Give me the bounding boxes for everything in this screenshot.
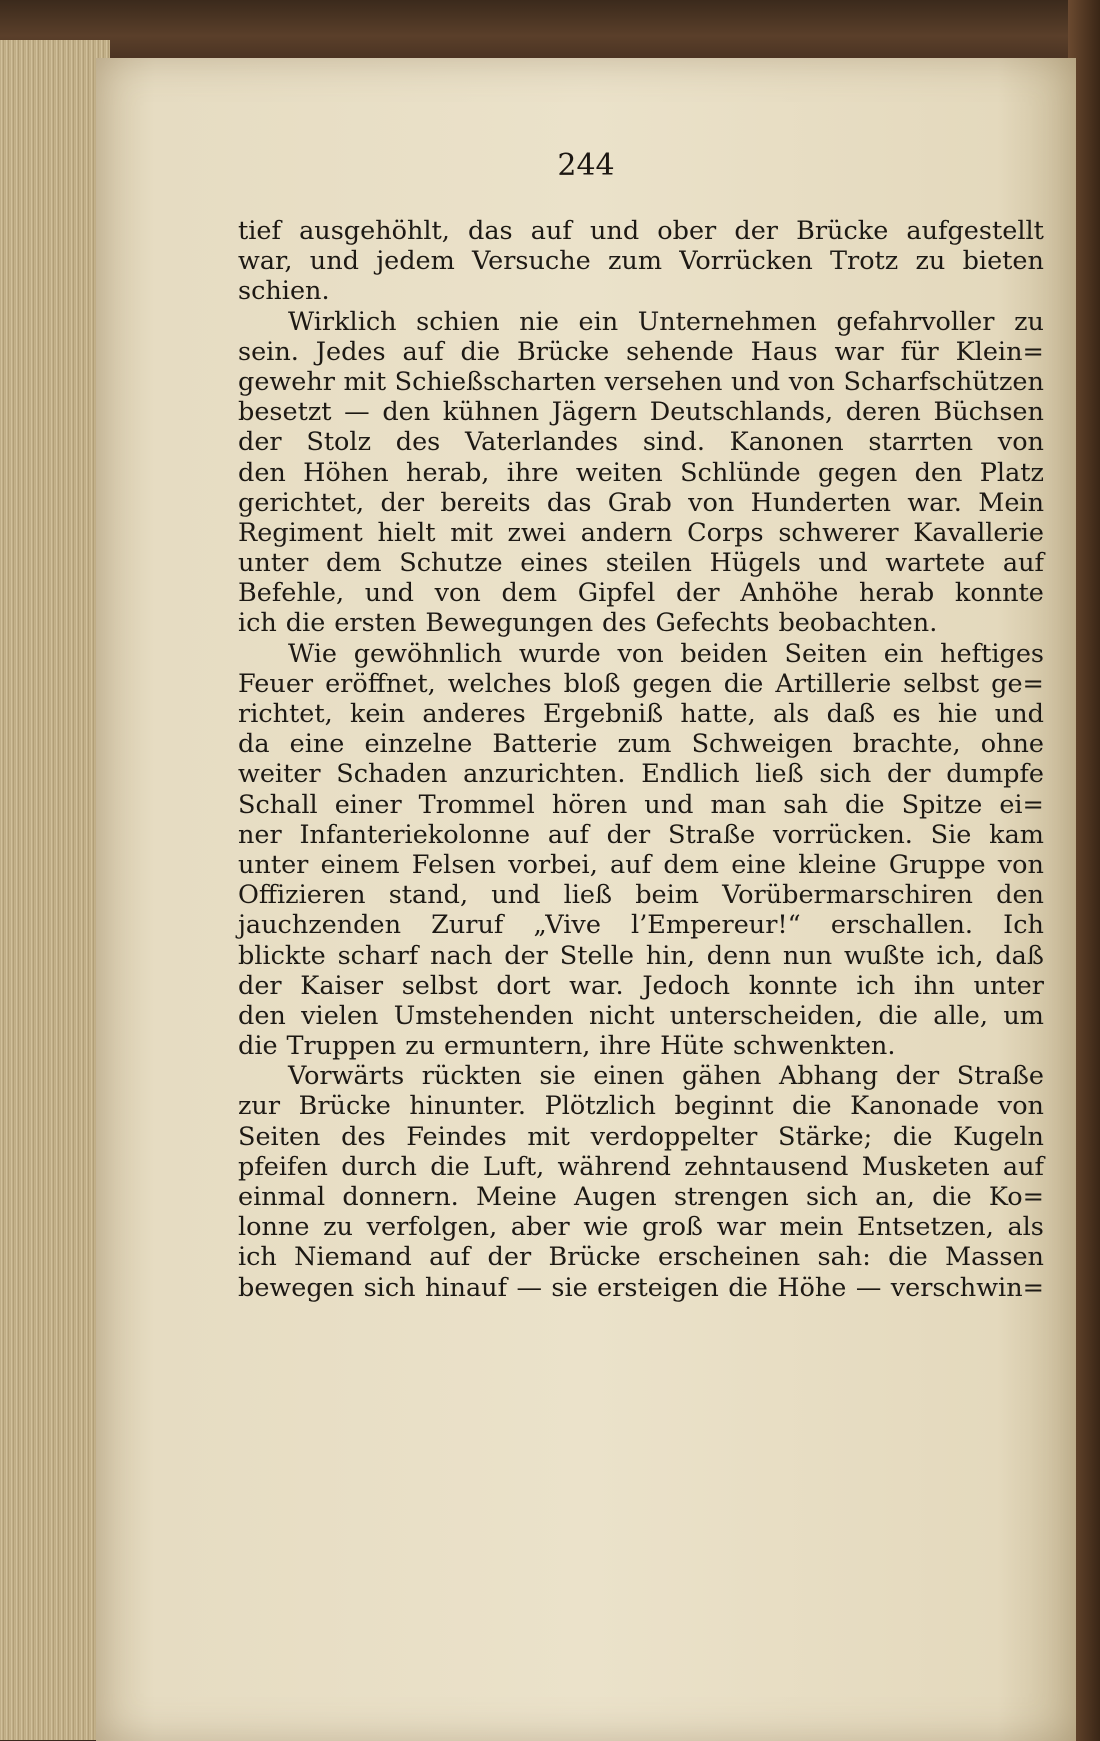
text-line: Offizieren stand, und ließ beim Vorübermarschiren den bbox=[238, 880, 1044, 911]
text-line: besetzt — den kühnen Jägern Deutschlands, deren Büchsen bbox=[238, 397, 1044, 428]
book-cover-top bbox=[0, 0, 1100, 60]
text-line: ich Niemand auf der Brücke erscheinen sah: die Massen bbox=[238, 1242, 1044, 1273]
text-line: Befehle, und von dem Gipfel der Anhöhe herab konnte bbox=[238, 578, 1044, 609]
text-line: Vorwärts rückten sie einen gähen Abhang der Straße bbox=[288, 1061, 1044, 1092]
text-line: ich die ersten Bewegungen des Gefechts beobachten. bbox=[238, 608, 938, 639]
text-line: Wie gewöhnlich wurde von beiden Seiten ein heftiges bbox=[288, 638, 1044, 669]
text-line: unter dem Schutze eines steilen Hügels und wartete auf bbox=[238, 548, 1044, 579]
text-line: bewegen sich hinauf — sie ersteigen die Höhe — verschwin= bbox=[238, 1272, 1044, 1303]
body-text bbox=[238, 216, 1044, 1303]
text-line: der Stolz des Vaterlandes sind. Kanonen starrten von bbox=[238, 427, 1044, 458]
text-line: der Kaiser selbst dort war. Jedoch konnte ich ihn unter bbox=[238, 970, 1044, 1001]
text-line: war, und jedem Versuche zum Vorrücken Trotz zu bieten bbox=[238, 246, 1044, 277]
text-line: weiter Schaden anzurichten. Endlich ließ sich der dumpfe bbox=[238, 759, 1044, 790]
text-line: pfeifen durch die Luft, während zehntausend Musketen auf bbox=[238, 1151, 1044, 1182]
text-line: lonne zu verfolgen, aber wie groß war mein Entsetzen, als bbox=[238, 1212, 1044, 1243]
text-line: Regiment hielt mit zwei andern Corps schwerer Kavallerie bbox=[238, 517, 1044, 548]
text-line: da eine einzelne Batterie zum Schweigen brachte, ohne bbox=[238, 729, 1044, 760]
text-line: Schall einer Trommel hören und man sah die Spitze ei= bbox=[238, 789, 1044, 820]
text-line: blickte scharf nach der Stelle hin, denn nun wußte ich, daß bbox=[238, 940, 1044, 971]
text-line: die Truppen zu ermuntern, ihre Hüte schwenkten. bbox=[238, 1031, 896, 1062]
text-line: gerichtet, der bereits das Grab von Hunderten war. Mein bbox=[238, 487, 1044, 518]
text-line: den Höhen herab, ihre weiten Schlünde gegen den Platz bbox=[238, 457, 1044, 488]
text-line: zur Brücke hinunter. Plötzlich beginnt die Kanonade von bbox=[238, 1091, 1044, 1122]
page-edges bbox=[0, 40, 110, 1740]
text-line: einmal donnern. Meine Augen strengen sich an, die Ko= bbox=[238, 1182, 1044, 1212]
text-line: ner Infanteriekolonne auf der Straße vorrücken. Sie kam bbox=[238, 819, 1044, 850]
text-line: Seiten des Feindes mit verdoppelter Stärke; die Kugeln bbox=[238, 1121, 1044, 1152]
text-line: tief ausgehöhlt, das auf und ober der Brücke aufgestellt bbox=[238, 216, 1044, 246]
text-line: Feuer eröffnet, welches bloß gegen die Artillerie selbst ge= bbox=[238, 668, 1044, 699]
text-line: richtet, kein anderes Ergebniß hatte, als daß es hie und bbox=[238, 699, 1044, 729]
text-line: jauchzenden Zuruf „Vive l’Empereur!“ erschallen. Ich bbox=[238, 910, 1044, 941]
text-line: schien. bbox=[238, 276, 330, 307]
page-number: 244 bbox=[557, 148, 615, 183]
text-line: sein. Jedes auf die Brücke sehende Haus war für Klein= bbox=[238, 336, 1044, 367]
text-line: gewehr mit Schießscharten versehen und von Scharfschützen bbox=[238, 366, 1044, 397]
text-line: Wirklich schien nie ein Unternehmen gefahrvoller zu bbox=[288, 306, 1044, 337]
text-line: den vielen Umstehenden nicht unterscheiden, die alle, um bbox=[238, 1000, 1044, 1031]
book-page bbox=[96, 58, 1076, 1741]
text-line: unter einem Felsen vorbei, auf dem eine kleine Gruppe von bbox=[238, 849, 1044, 880]
